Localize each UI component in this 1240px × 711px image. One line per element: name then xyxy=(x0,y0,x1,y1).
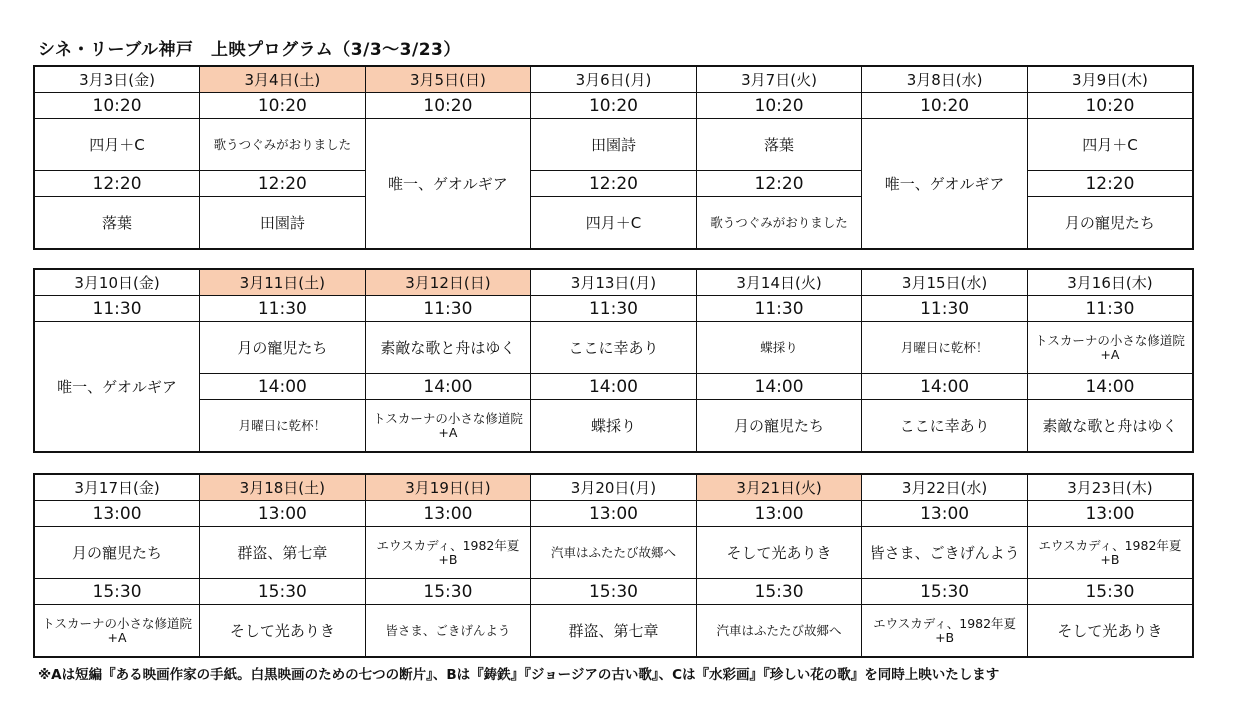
film-cell: 月の寵児たち xyxy=(34,527,200,579)
showtime-cell: 11:30 xyxy=(531,296,697,322)
showtime-cell: 13:00 xyxy=(200,501,366,527)
film-cell: ここに幸あり xyxy=(862,400,1028,453)
showtime-cell: 13:00 xyxy=(365,501,531,527)
film-cell: 汽車はふたたび故郷へ xyxy=(531,527,697,579)
film-cell: 皆さま、ごきげんよう xyxy=(365,605,531,658)
schedule-week-2 xyxy=(33,268,1194,453)
film-cell: トスカーナの小さな修道院 +A xyxy=(365,400,531,453)
film-cell: そして光ありき xyxy=(696,527,862,579)
film-row-1 xyxy=(34,119,1193,171)
showtime-cell: 11:30 xyxy=(34,296,200,322)
showtime-cell: 15:30 xyxy=(1027,579,1193,605)
time-row-1 xyxy=(34,296,1193,322)
film-cell: 月の寵児たち xyxy=(696,400,862,453)
showtime-cell: 13:00 xyxy=(862,501,1028,527)
showtime-cell: 10:20 xyxy=(34,93,200,119)
date-cell-weekend: 3月19日(日) xyxy=(365,474,531,501)
time-row-2 xyxy=(34,374,1193,400)
time-row-2 xyxy=(34,579,1193,605)
schedule-week-1 xyxy=(33,65,1194,250)
showtime-cell: 14:00 xyxy=(365,374,531,400)
film-cell: 群盗、第七章 xyxy=(531,605,697,658)
date-cell-weekend: 3月18日(土) xyxy=(200,474,366,501)
date-cell: 3月13日(月) xyxy=(531,269,697,296)
showtime-cell: 11:30 xyxy=(200,296,366,322)
film-row-1 xyxy=(34,527,1193,579)
showtime-cell: 14:00 xyxy=(696,374,862,400)
showtime-cell: 12:20 xyxy=(696,171,862,197)
film-cell: トスカーナの小さな修道院 +A xyxy=(34,605,200,658)
film-cell: 汽車はふたたび故郷へ xyxy=(696,605,862,658)
showtime-cell: 12:20 xyxy=(1027,171,1193,197)
film-cell: 田園詩 xyxy=(200,197,366,250)
film-cell: エウスカディ、1982年夏 +B xyxy=(1027,527,1193,579)
showtime-cell: 15:30 xyxy=(34,579,200,605)
film-cell: 四月＋C xyxy=(531,197,697,250)
film-cell: 田園詩 xyxy=(531,119,697,171)
showtime-cell: 14:00 xyxy=(200,374,366,400)
showtime-cell: 10:20 xyxy=(200,93,366,119)
date-cell: 3月20日(月) xyxy=(531,474,697,501)
showtime-cell: 10:20 xyxy=(862,93,1028,119)
film-cell: 素敵な歌と舟はゆく xyxy=(1027,400,1193,453)
film-cell-allday: 唯一、ゲオルギア xyxy=(365,119,531,250)
showtime-cell: 11:30 xyxy=(365,296,531,322)
showtime-cell: 15:30 xyxy=(365,579,531,605)
showtime-cell: 10:20 xyxy=(696,93,862,119)
showtime-cell: 13:00 xyxy=(34,501,200,527)
time-row-1 xyxy=(34,501,1193,527)
film-cell: 四月＋C xyxy=(1027,119,1193,171)
showtime-cell: 14:00 xyxy=(531,374,697,400)
film-cell: エウスカディ、1982年夏 +B xyxy=(365,527,531,579)
showtime-cell: 13:00 xyxy=(696,501,862,527)
film-cell: ここに幸あり xyxy=(531,322,697,374)
date-cell: 3月6日(月) xyxy=(531,66,697,93)
film-cell-allday: 唯一、ゲオルギア xyxy=(34,322,200,453)
page-title: シネ・リーブル神戸 上映プログラム（3/3〜3/23） xyxy=(38,40,461,60)
date-row xyxy=(34,66,1193,93)
date-cell-weekend: 3月12日(日) xyxy=(365,269,531,296)
date-cell-holiday: 3月21日(火) xyxy=(696,474,862,501)
date-cell: 3月7日(火) xyxy=(696,66,862,93)
date-cell: 3月16日(木) xyxy=(1027,269,1193,296)
film-row-2 xyxy=(34,605,1193,658)
showtime-cell: 15:30 xyxy=(696,579,862,605)
film-cell: 月の寵児たち xyxy=(200,322,366,374)
showtime-cell: 12:20 xyxy=(200,171,366,197)
date-cell: 3月22日(水) xyxy=(862,474,1028,501)
film-cell: 素敵な歌と舟はゆく xyxy=(365,322,531,374)
showtime-cell: 14:00 xyxy=(862,374,1028,400)
showtime-cell: 13:00 xyxy=(1027,501,1193,527)
film-cell: トスカーナの小さな修道院 +A xyxy=(1027,322,1193,374)
film-cell: 皆さま、ごきげんよう xyxy=(862,527,1028,579)
showtime-cell: 11:30 xyxy=(696,296,862,322)
showtime-cell: 10:20 xyxy=(365,93,531,119)
showtime-cell: 15:30 xyxy=(862,579,1028,605)
film-cell-allday: 唯一、ゲオルギア xyxy=(862,119,1028,250)
date-cell: 3月9日(木) xyxy=(1027,66,1193,93)
film-cell: 月の寵児たち xyxy=(1027,197,1193,250)
date-cell-weekend: 3月4日(土) xyxy=(200,66,366,93)
film-cell: エウスカディ、1982年夏 +B xyxy=(862,605,1028,658)
showtime-cell: 10:20 xyxy=(531,93,697,119)
showtime-cell: 12:20 xyxy=(531,171,697,197)
film-cell: 歌うつぐみがおりました xyxy=(200,119,366,171)
film-cell: 歌うつぐみがおりました xyxy=(696,197,862,250)
film-cell: 四月＋C xyxy=(34,119,200,171)
date-row xyxy=(34,474,1193,501)
film-cell: そして光ありき xyxy=(1027,605,1193,658)
date-cell: 3月3日(金) xyxy=(34,66,200,93)
date-cell-weekend: 3月11日(土) xyxy=(200,269,366,296)
film-row-1 xyxy=(34,322,1193,374)
date-cell: 3月23日(木) xyxy=(1027,474,1193,501)
film-cell: そして光ありき xyxy=(200,605,366,658)
film-cell: 落葉 xyxy=(696,119,862,171)
showtime-cell: 12:20 xyxy=(34,171,200,197)
showtime-cell: 15:30 xyxy=(531,579,697,605)
schedule-week-3 xyxy=(33,473,1194,658)
film-cell: 月曜日に乾杯！ xyxy=(862,322,1028,374)
film-cell: 月曜日に乾杯！ xyxy=(200,400,366,453)
date-cell: 3月10日(金) xyxy=(34,269,200,296)
film-cell: 蝶採り xyxy=(531,400,697,453)
film-row-2 xyxy=(34,400,1193,453)
showtime-cell: 11:30 xyxy=(1027,296,1193,322)
film-cell: 群盗、第七章 xyxy=(200,527,366,579)
date-cell: 3月15日(水) xyxy=(862,269,1028,296)
date-row xyxy=(34,269,1193,296)
showtime-cell: 15:30 xyxy=(200,579,366,605)
date-cell: 3月8日(水) xyxy=(862,66,1028,93)
footnote: ※Aは短編『ある映画作家の手紙。白黒映画のための七つの断片』、Bは『鋳鉄』『ジョージアの古い歌』、Cは『水彩画』『珍しい花の歌』を同時上映いたします xyxy=(38,667,1000,683)
time-row-1 xyxy=(34,93,1193,119)
showtime-cell: 10:20 xyxy=(1027,93,1193,119)
showtime-cell: 11:30 xyxy=(862,296,1028,322)
showtime-cell: 13:00 xyxy=(531,501,697,527)
film-cell: 落葉 xyxy=(34,197,200,250)
date-cell: 3月17日(金) xyxy=(34,474,200,501)
date-cell-weekend: 3月5日(日) xyxy=(365,66,531,93)
showtime-cell: 14:00 xyxy=(1027,374,1193,400)
date-cell: 3月14日(火) xyxy=(696,269,862,296)
film-cell: 蝶採り xyxy=(696,322,862,374)
